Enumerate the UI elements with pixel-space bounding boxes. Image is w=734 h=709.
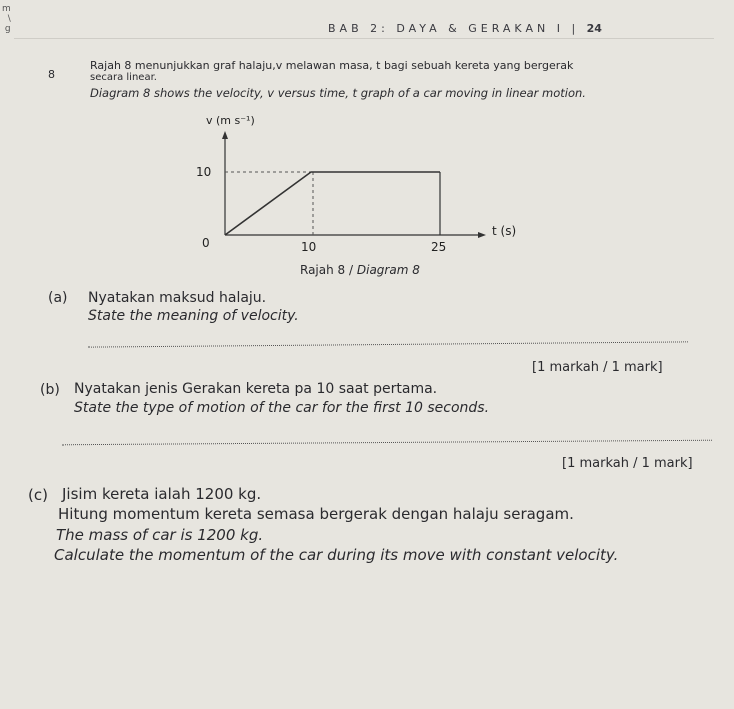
caption-separator: / [349,263,354,277]
part-c-english-line2: Calculate the momentum of the car during its move with constant velocity. [54,546,619,564]
part-b-english: State the type of motion of the car for the first 10 seconds. [74,400,490,416]
x-axis-label: t (s) [492,224,517,238]
velocity-time-graph [0,0,734,300]
page-number: 24 [586,22,602,35]
part-a-label: (a) [48,290,68,306]
part-b-answer-line[interactable] [62,440,712,446]
x-axis-arrowhead [478,232,486,238]
part-b-malay: Nyatakan jenis Gerakan kereta pa 10 saat pertama. [74,381,438,397]
origin-label: 0 [202,236,210,250]
part-b-label: (b) [40,382,60,398]
part-c-malay-line2: Hitung momentum kereta semasa bergerak dengan halaju seragam. [58,505,574,523]
header-separator: | [571,22,580,35]
y-axis-label: v (m s⁻¹) [206,114,255,127]
part-b-marks: [1 markah / 1 mark] [562,456,693,471]
y-tick-10: 10 [196,165,212,179]
diagram-caption [300,263,420,277]
part-a-marks: [1 markah / 1 mark] [532,360,663,375]
chapter-title: BAB 2: DAYA & GERAKAN I [328,22,564,35]
x-tick-10: 10 [301,240,317,254]
question-stem-english: Diagram 8 shows the velocity, v versus time, t graph of a car moving in linear motion. [90,86,586,100]
y-axis-arrowhead [222,131,228,139]
part-a-english: State the meaning of velocity. [88,308,299,324]
question-number: 8 [48,68,55,81]
velocity-series-line [225,172,440,235]
caption-malay: Rajah 8 [300,263,346,277]
part-a-answer-line[interactable] [88,341,688,347]
caption-english: Diagram 8 [356,263,420,277]
part-a-malay: Nyatakan maksud halaju. [88,290,267,306]
part-c-label: (c) [28,486,48,504]
question-stem-malay-line1: Rajah 8 menunjukkan graf halaju,v melawan masa, t bagi sebuah kereta yang bergerak [90,59,574,72]
part-c-malay-line1: Jisim kereta ialah 1200 kg. [62,485,262,503]
part-c-english-line1: The mass of car is 1200 kg. [56,526,264,544]
x-tick-25: 25 [431,240,447,254]
corner-annotation: m \ g [2,4,11,34]
question-stem-malay-line2: secara linear. [90,72,157,83]
